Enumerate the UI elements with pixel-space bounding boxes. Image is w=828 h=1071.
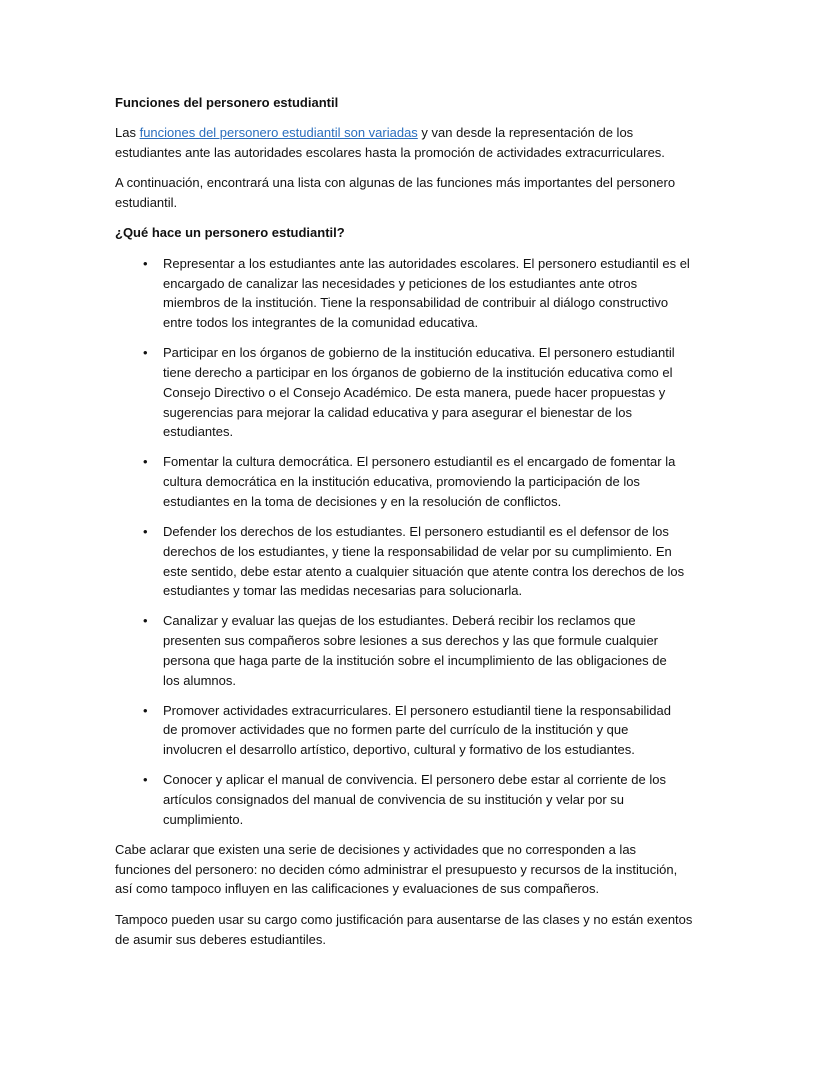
bullet-icon: • xyxy=(143,523,148,539)
list-item-line: involucren el desarrollo artístico, deportivo, cultural y formativo de los estudiantes. xyxy=(163,742,635,758)
list-item-line: Promover actividades extracurriculares. El personero estudiantil tiene la responsabilidad xyxy=(163,702,671,718)
list-item-line: de promover actividades que no formen parte del currículo de la institución y que xyxy=(163,722,629,738)
paragraph-line: de asumir sus deberes estudiantiles. xyxy=(115,931,327,947)
list-item-line: Participar en los órganos de gobierno de la institución educativa. El personero estudiantil xyxy=(163,345,675,361)
list-item-line: Conocer y aplicar el manual de convivencia. El personero debe estar al corriente de los xyxy=(163,772,666,788)
closing-paragraph xyxy=(115,910,725,950)
list-item-line: artículos consignados del manual de convivencia de su institución y velar por su xyxy=(163,792,625,808)
functions-link[interactable]: funciones del personero estudiantil son variadas xyxy=(139,125,418,141)
document-title: Funciones del personero estudiantil xyxy=(115,95,339,110)
paragraph-line: A continuación, encontrará una lista con algunas de las funciones más importantes del personero xyxy=(115,175,676,191)
list-item-line: sugerencias para mejorar la calidad educativa y para asegurar el bienestar de los xyxy=(163,404,632,420)
clarification-paragraph xyxy=(115,840,725,899)
paragraph-line: así como tampoco influyen en las calificaciones y evaluaciones de sus compañeros. xyxy=(115,881,600,897)
list-item-line: Defender los derechos de los estudiantes. El personero estudiantil es el defensor de los xyxy=(163,523,669,539)
list-item-line: presenten sus compañeros sobre lesiones a sus derechos y las que formule cualquier xyxy=(163,633,658,649)
bullet-icon: • xyxy=(143,255,148,271)
paragraph-line: funciones del personero: no deciden cómo administrar el presupuesto y recursos de la institución, xyxy=(115,861,678,877)
list-item-line: entre todos los integrantes de la comunidad educativa. xyxy=(163,315,479,331)
intro-suffix: y van desde la representación de los xyxy=(417,125,634,141)
list-item-line: estudiantes en la toma de decisiones y en la resolución de conflictos. xyxy=(163,493,562,509)
paragraph-line: Cabe aclarar que existen una serie de decisiones y actividades que no corresponden a las xyxy=(115,841,637,857)
list-item-line: Fomentar la cultura democrática. El personero estudiantil es el encargado de fomentar la xyxy=(163,454,676,470)
bullet-icon: • xyxy=(143,613,148,629)
list-item-line: cumplimiento. xyxy=(163,811,244,827)
list-item xyxy=(115,522,725,601)
intro-prefix: Las xyxy=(115,125,140,141)
list-item xyxy=(115,611,725,690)
list-item-line: encargado de canalizar las necesidades y peticiones de los estudiantes ante otros xyxy=(163,275,638,291)
bullet-icon: • xyxy=(143,702,148,718)
list-item-line: Representar a los estudiantes ante las autoridades escolares. El personero estudiantil es el xyxy=(163,255,690,271)
intro-line: estudiantes ante las autoridades escolares hasta la promoción de actividades extracurriculares. xyxy=(115,145,665,161)
bullet-icon: • xyxy=(143,345,148,361)
list-item-line: Consejo Directivo o el Consejo Académico. De esta manera, puede hacer propuestas y xyxy=(163,384,666,400)
functions-list xyxy=(115,254,725,830)
list-item-line: derechos de los estudiantes, y tiene la responsabilidad de velar por su cumplimiento. En xyxy=(163,543,672,559)
list-item-line: cultura democrática en la institución educativa, promoviendo la participación de los xyxy=(163,474,640,490)
list-item xyxy=(115,452,725,511)
intro-paragraph xyxy=(115,123,725,163)
list-intro-paragraph xyxy=(115,173,725,213)
bullet-icon: • xyxy=(143,772,148,788)
list-item xyxy=(115,254,725,333)
list-item-line: estudiantes y tomar las medidas necesarias para solucionarla. xyxy=(163,583,523,599)
list-item-line: persona que haga parte de la institución sobre el incumplimiento de las obligaciones de xyxy=(163,652,667,668)
list-item-line: este sentido, debe estar atento a cualquier situación que atente contra los derechos de los xyxy=(163,563,685,579)
document-page xyxy=(115,93,725,960)
paragraph-line: estudiantil. xyxy=(115,195,178,211)
list-item-line: los alumnos. xyxy=(163,672,236,688)
list-item-line: miembros de la institución. Tiene la responsabilidad de contribuir al diálogo constructivo xyxy=(163,295,669,311)
paragraph-line: Tampoco pueden usar su cargo como justificación para ausentarse de las clases y no están exentos xyxy=(115,911,693,927)
list-item-line: Canalizar y evaluar las quejas de los estudiantes. Deberá recibir los reclamos que xyxy=(163,613,636,629)
list-item xyxy=(115,343,725,442)
list-item xyxy=(115,701,725,760)
list-item-line: estudiantes. xyxy=(163,424,234,440)
list-item-line: tiene derecho a participar en los órganos de gobierno de la institución educativa como el xyxy=(163,364,673,380)
section-heading: ¿Qué hace un personero estudiantil? xyxy=(115,225,345,241)
bullet-icon: • xyxy=(143,454,148,470)
list-item xyxy=(115,770,725,829)
